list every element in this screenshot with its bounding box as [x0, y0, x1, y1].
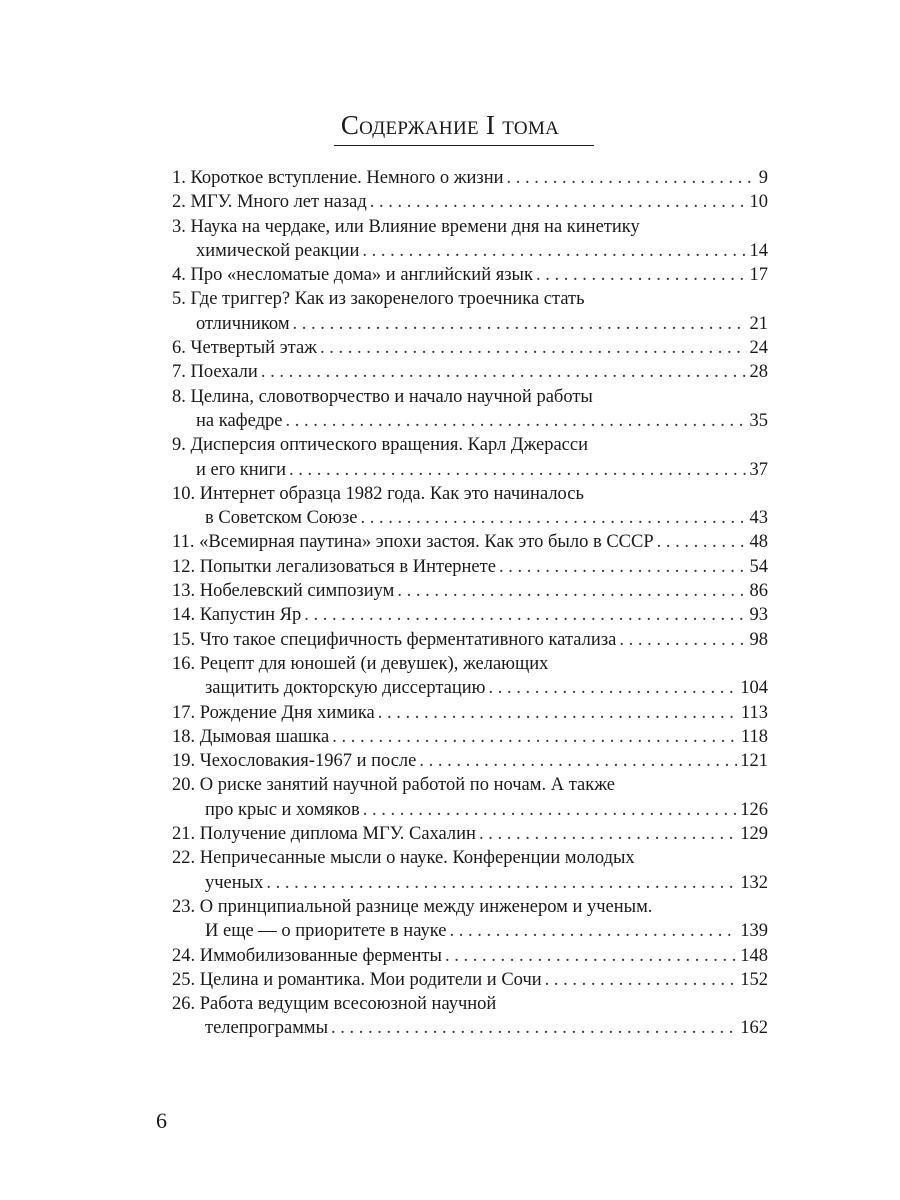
- toc-entry: [172, 725, 768, 749]
- toc-entry-text: 18. Дымовая шашка: [172, 726, 330, 747]
- toc-entry-line: [172, 385, 768, 409]
- leader-dots: [266, 871, 737, 895]
- toc-entry-text: 2. МГУ. Много лет назад: [172, 192, 367, 213]
- toc-entry: [172, 336, 768, 360]
- toc-page-number: 121: [740, 751, 768, 772]
- toc-entry: [172, 652, 768, 701]
- leader-dots: [332, 725, 738, 749]
- page-number: 6: [156, 1108, 167, 1133]
- leader-dots: [449, 919, 737, 943]
- leader-dots: [479, 822, 737, 846]
- toc-entry-line: [172, 433, 768, 457]
- toc-entry: [172, 482, 768, 531]
- toc-entry: [172, 895, 768, 944]
- toc-page-number: 98: [749, 629, 768, 650]
- toc-page-number: 86: [749, 581, 768, 602]
- toc-entry-line: [172, 239, 768, 263]
- toc-entry: [172, 530, 768, 554]
- leader-dots: [397, 579, 746, 603]
- toc-page-number: 93: [749, 605, 768, 626]
- toc-entry-line: [172, 846, 768, 870]
- toc-entry-text: отличником: [196, 313, 290, 334]
- toc-entry-text: 9. Дисперсия оптического вращения. Карл Джерасси: [172, 435, 588, 456]
- toc-entry: [172, 822, 768, 846]
- toc-entry: [172, 773, 768, 822]
- toc-entry-line: [172, 676, 768, 700]
- toc-entry-text: в Советском Союзе: [205, 508, 358, 529]
- leader-dots: [507, 166, 756, 190]
- toc-entry-text: 15. Что такое специфичность ферментативного катализа: [172, 629, 617, 650]
- leader-dots: [619, 628, 746, 652]
- toc-entry-line: [172, 287, 768, 311]
- toc-entry-text: 25. Целина и романтика. Мои родители и Сочи: [172, 969, 542, 990]
- toc-entry-text: 16. Рецепт для юношей (и девушек), желающих: [172, 653, 549, 674]
- toc-entry-text: 21. Получение диплома МГУ. Сахалин: [172, 824, 476, 845]
- leader-dots: [362, 239, 746, 263]
- toc-entry-line: [172, 409, 768, 433]
- toc-entry-line: [172, 992, 768, 1016]
- toc-entry: [172, 603, 768, 627]
- toc-entry-text: 10. Интернет образца 1982 года. Как это начиналось: [172, 483, 584, 504]
- leader-dots: [370, 190, 747, 214]
- toc-entry-line: [172, 701, 768, 725]
- toc-page-number: 162: [740, 1018, 768, 1039]
- toc-entry-line: [172, 360, 768, 384]
- toc-entry-text: 7. Поехали: [172, 362, 258, 383]
- toc-entry-line: [172, 944, 768, 968]
- toc-page-number: 118: [740, 726, 768, 747]
- toc-entry-text: 22. Непричесанные мысли о науке. Конференции молодых: [172, 848, 635, 869]
- toc-entry-line: [172, 312, 768, 336]
- toc-entry: [172, 846, 768, 895]
- toc-entry-text: 24. Иммобилизованные ферменты: [172, 945, 442, 966]
- toc-entry-text: 8. Целина, словотворчество и начало научной работы: [172, 386, 593, 407]
- leader-dots: [419, 749, 737, 773]
- toc-entry: [172, 579, 768, 603]
- toc-entry-text: защитить докторскую диссертацию: [205, 678, 486, 699]
- leader-dots: [293, 312, 747, 336]
- toc-page-number: 21: [749, 313, 768, 334]
- toc-entry-text: на кафедре: [196, 410, 283, 431]
- toc-entry-text: ученых: [205, 872, 264, 893]
- toc-entry: [172, 360, 768, 384]
- toc-page-number: 104: [740, 678, 768, 699]
- toc-entry-line: [172, 215, 768, 239]
- toc-page-number: 152: [740, 969, 768, 990]
- leader-dots: [331, 1016, 737, 1040]
- toc-entry-line: [172, 919, 768, 943]
- toc-entry-line: [172, 458, 768, 482]
- toc-page-number: 113: [740, 702, 768, 723]
- toc-page-number: 43: [749, 508, 768, 529]
- toc-entry: [172, 555, 768, 579]
- toc-entry-line: [172, 1016, 768, 1040]
- toc-entry: [172, 385, 768, 434]
- toc-page-number: 48: [749, 532, 768, 553]
- leader-dots: [320, 336, 747, 360]
- title-underline: [334, 145, 594, 146]
- leader-dots: [536, 263, 747, 287]
- toc-entry-line: [172, 336, 768, 360]
- leader-dots: [361, 506, 747, 530]
- toc-entry-text: 19. Чехословакия-1967 и после: [172, 751, 417, 772]
- toc-entry: [172, 190, 768, 214]
- leader-dots: [445, 944, 737, 968]
- leader-dots: [378, 701, 738, 725]
- toc-entry-line: [172, 190, 768, 214]
- toc-entry-line: [172, 263, 768, 287]
- toc-entry: [172, 701, 768, 725]
- toc-entry-line: [172, 555, 768, 579]
- toc-entry-text: 23. О принципиальной разнице между инженером и ученым.: [172, 896, 653, 917]
- toc-entry-text: 20. О риске занятий научной работой по ночам. А также: [172, 775, 615, 796]
- toc-entry-line: [172, 725, 768, 749]
- toc-entry-line: [172, 871, 768, 895]
- toc-entry-text: 12. Попытки легализоваться в Интернете: [172, 556, 496, 577]
- toc-entry-line: [172, 530, 768, 554]
- toc-page-number: 37: [749, 459, 768, 480]
- toc-entry: [172, 749, 768, 773]
- toc-entry-line: [172, 968, 768, 992]
- toc-page-number: 132: [740, 872, 768, 893]
- toc-entry-line: [172, 482, 768, 506]
- toc-entry-text: 5. Где триггер? Как из закоренелого троечника стать: [172, 289, 585, 310]
- toc-entry-line: [172, 822, 768, 846]
- toc-page-number: 24: [749, 338, 768, 359]
- toc-entry: [172, 166, 768, 190]
- toc-entry: [172, 968, 768, 992]
- toc-entry: [172, 215, 768, 264]
- toc-title: [0, 110, 900, 141]
- leader-dots: [657, 530, 747, 554]
- toc-entry: [172, 433, 768, 482]
- toc-entry-text: 4. Про «несломатые дома» и английский язык: [172, 265, 533, 286]
- toc-entry-text: 6. Четвертый этаж: [172, 338, 317, 359]
- toc-entry-text: про крыс и хомяков: [205, 799, 360, 820]
- toc-entry-line: [172, 628, 768, 652]
- toc-entry-line: [172, 798, 768, 822]
- toc-entry: [172, 263, 768, 287]
- toc-page-number: 129: [740, 824, 768, 845]
- toc-entry-line: [172, 579, 768, 603]
- toc-entry-line: [172, 166, 768, 190]
- toc-page-number: 54: [749, 556, 768, 577]
- leader-dots: [363, 798, 738, 822]
- toc-entry: [172, 287, 768, 336]
- toc-entry-text: и его книги: [196, 459, 287, 480]
- leader-dots: [489, 676, 738, 700]
- toc-entry-text: 11. «Всемирная паутина» эпохи застоя. Как это было в СССР: [172, 532, 654, 553]
- toc-page-number: 35: [749, 410, 768, 431]
- toc-entry-line: [172, 773, 768, 797]
- toc-entry-text: 3. Наука на чердаке, или Влияние времени дня на кинетику: [172, 216, 640, 237]
- leader-dots: [285, 409, 746, 433]
- toc-entry-text: 17. Рождение Дня химика: [172, 702, 375, 723]
- leader-dots: [545, 968, 738, 992]
- toc-page-number: 9: [758, 168, 768, 188]
- toc-entry-text: химической реакции: [196, 240, 360, 261]
- toc-entry: [172, 628, 768, 652]
- toc-entry-line: [172, 749, 768, 773]
- leader-dots: [261, 360, 747, 384]
- toc-entry: [172, 992, 768, 1041]
- toc-entry-text: 14. Капустин Яр: [172, 605, 302, 626]
- toc-page-number: 28: [749, 362, 768, 383]
- toc-page-number: 139: [740, 921, 768, 942]
- toc-entry-line: [172, 652, 768, 676]
- table-of-contents: [172, 166, 768, 1041]
- toc-entry: [172, 944, 768, 968]
- leader-dots: [304, 603, 746, 627]
- toc-entry-text: телепрограммы: [205, 1018, 329, 1039]
- toc-entry-text: 13. Нобелевский симпозиум: [172, 581, 395, 602]
- toc-page-number: 126: [740, 799, 768, 820]
- toc-entry-text: 26. Работа ведущим всесоюзной научной: [172, 994, 497, 1015]
- toc-title-text: Содержание I тома: [340, 110, 560, 140]
- leader-dots: [499, 555, 747, 579]
- toc-page-number: 17: [749, 265, 768, 286]
- toc-entry-line: [172, 603, 768, 627]
- toc-entry-text: И еще — о приоритете в науке: [205, 921, 447, 942]
- toc-entry-line: [172, 506, 768, 530]
- toc-page-number: 10: [749, 192, 768, 213]
- toc-page-number: 14: [749, 240, 768, 261]
- toc-page-number: 148: [740, 945, 768, 966]
- leader-dots: [289, 458, 746, 482]
- toc-entry-text: 1. Короткое вступление. Немного о жизни: [172, 168, 504, 188]
- toc-entry-line: [172, 895, 768, 919]
